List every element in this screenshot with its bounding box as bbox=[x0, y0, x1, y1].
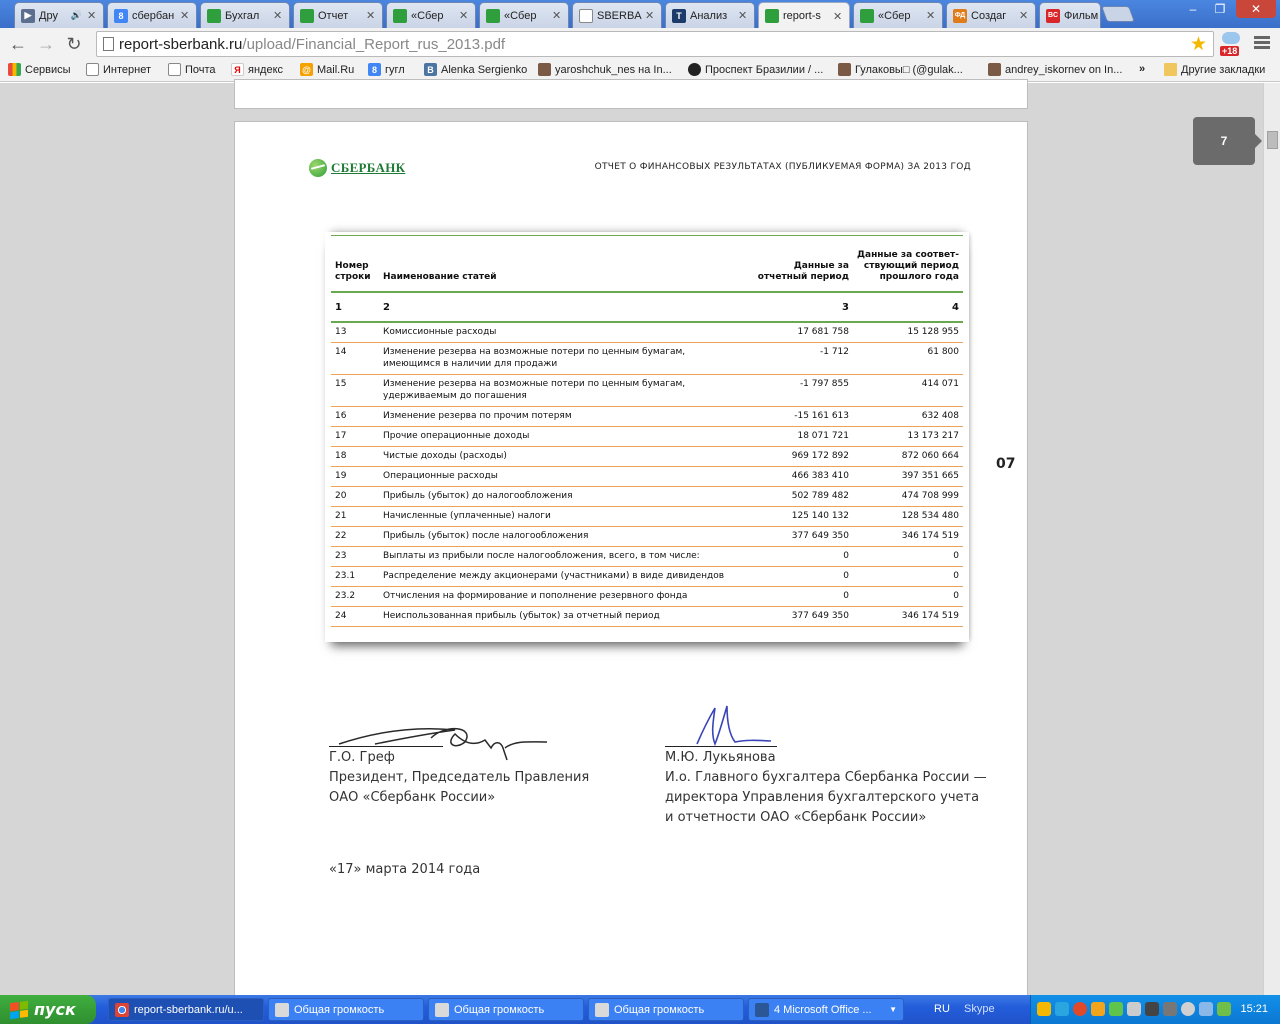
start-button[interactable] bbox=[0, 995, 96, 1024]
windows-taskbar bbox=[0, 995, 1280, 1024]
row-current-value: 17 681 758 bbox=[749, 322, 853, 343]
tab-title: SBERBA bbox=[597, 9, 642, 22]
row-number: 19 bbox=[331, 466, 379, 486]
row-number: 23.1 bbox=[331, 566, 379, 586]
signatory-title: И.о. Главного бухгалтера Сбербанка России — bbox=[665, 770, 987, 785]
table-row bbox=[331, 406, 963, 426]
signatory-title: ОАО «Сбербанк России» bbox=[329, 790, 496, 805]
row-current-value: 0 bbox=[749, 566, 853, 586]
url-host: report-sberbank.ru bbox=[119, 36, 243, 53]
bookmark-brazil[interactable] bbox=[688, 63, 823, 76]
bookmark-label: Проспект Бразилии / ... bbox=[705, 63, 824, 76]
taskbar-item-office[interactable] bbox=[748, 998, 904, 1021]
financial-table-image bbox=[325, 232, 969, 642]
yandex-icon: Я bbox=[231, 63, 244, 76]
google-icon: 8 bbox=[114, 9, 128, 23]
folder-icon bbox=[1164, 63, 1177, 76]
sberbank-icon bbox=[765, 9, 779, 23]
side-page-number: 07 bbox=[996, 456, 1016, 472]
bank-name: СБЕРБАНК bbox=[331, 160, 406, 175]
row-current-value: 502 789 482 bbox=[749, 486, 853, 506]
table-row bbox=[331, 566, 963, 586]
row-current-value: -1 712 bbox=[749, 342, 853, 374]
tab-title: Фильм bbox=[1064, 9, 1099, 22]
column-number: 4 bbox=[853, 292, 963, 322]
row-previous-value: 414 071 bbox=[853, 374, 963, 406]
table-row bbox=[331, 374, 963, 406]
signatory-name: М.Ю. Лукьянова bbox=[665, 750, 776, 765]
row-number: 18 bbox=[331, 446, 379, 466]
header-row-number: Номер строки bbox=[335, 260, 371, 282]
row-previous-value: 128 534 480 bbox=[853, 506, 963, 526]
monitor-icon[interactable] bbox=[1199, 1002, 1213, 1016]
row-previous-value: 13 173 217 bbox=[853, 426, 963, 446]
table-row bbox=[331, 506, 963, 526]
back-icon[interactable]: ← bbox=[9, 34, 27, 54]
scrollbar-thumb[interactable] bbox=[1267, 131, 1278, 149]
device-icon[interactable] bbox=[1163, 1002, 1177, 1016]
table-row bbox=[331, 446, 963, 466]
taskbar-item-volume-1[interactable] bbox=[268, 998, 424, 1021]
bookmark-label: Другие закладки bbox=[1181, 63, 1266, 76]
bookmark-label: Сервисы bbox=[25, 63, 71, 76]
table-row bbox=[331, 606, 963, 626]
row-previous-value: 397 351 665 bbox=[853, 466, 963, 486]
pdf-viewer[interactable] bbox=[0, 83, 1280, 995]
speaker-icon[interactable] bbox=[1145, 1002, 1159, 1016]
table-row bbox=[331, 526, 963, 546]
tab-title: Бухгал bbox=[225, 9, 260, 22]
sberbank-icon bbox=[486, 9, 500, 23]
close-tab-icon[interactable]: ✕ bbox=[87, 10, 97, 22]
bookmark-label: Интернет bbox=[103, 63, 151, 76]
bookmark-yandex[interactable] bbox=[231, 63, 283, 76]
bookmark-iskornev[interactable] bbox=[988, 63, 1122, 76]
close-tab-icon[interactable]: ✕ bbox=[833, 10, 843, 23]
sberbank-icon bbox=[300, 9, 314, 23]
bookmark-yaroshchuk[interactable] bbox=[538, 63, 672, 76]
skype-toolbar[interactable]: Skype bbox=[964, 1003, 995, 1015]
row-current-value: 125 140 132 bbox=[749, 506, 853, 526]
row-item-name: Комиссионные расходы bbox=[379, 322, 749, 343]
task-label: Общая громкость bbox=[614, 1003, 705, 1016]
financial-results-table bbox=[331, 235, 963, 627]
windows-logo-icon bbox=[10, 1000, 28, 1019]
signatory-right bbox=[665, 748, 987, 828]
row-current-value: 969 172 892 bbox=[749, 446, 853, 466]
column-number: 1 bbox=[331, 292, 379, 322]
bookmark-label: яндекс bbox=[248, 63, 284, 76]
row-item-name: Начисленные (уплаченные) налоги bbox=[379, 506, 749, 526]
sberbank-icon bbox=[860, 9, 874, 23]
bookmark-label: andrey_iskornev on In... bbox=[1005, 63, 1123, 76]
header-item-name: Наименование статей bbox=[383, 271, 497, 282]
url-path: /upload/Financial_Report_rus_2013.pdf bbox=[242, 36, 506, 53]
row-current-value: 377 649 350 bbox=[749, 526, 853, 546]
column-number: 3 bbox=[749, 292, 853, 322]
usb-icon[interactable] bbox=[1217, 1002, 1231, 1016]
tab-title: Отчет bbox=[318, 9, 349, 22]
language-indicator[interactable]: RU bbox=[934, 1003, 950, 1015]
bookmark-gulakovy[interactable] bbox=[838, 63, 963, 76]
reload-icon[interactable]: ↻ bbox=[66, 34, 82, 54]
report-date: «17» марта 2014 года bbox=[329, 862, 481, 877]
row-previous-value: 61 800 bbox=[853, 342, 963, 374]
row-item-name: Прибыль (убыток) после налогообложения bbox=[379, 526, 749, 546]
tab-title: Анализ bbox=[690, 9, 728, 22]
eye-icon bbox=[688, 63, 701, 76]
google-icon: 8 bbox=[368, 63, 381, 76]
row-number: 22 bbox=[331, 526, 379, 546]
row-current-value: 18 071 721 bbox=[749, 426, 853, 446]
tab-8[interactable] bbox=[758, 2, 850, 29]
new-tab-button[interactable] bbox=[1101, 6, 1135, 22]
mailru-icon: @ bbox=[300, 63, 313, 76]
tab-title: report-s bbox=[783, 10, 821, 22]
header-previous-period: Данные за соответ- ствующий период прошлого года bbox=[857, 249, 960, 282]
menu-icon[interactable] bbox=[1254, 36, 1270, 51]
row-item-name: Прочие операционные доходы bbox=[379, 426, 749, 446]
audio-playing-icon[interactable]: 🔊 bbox=[70, 10, 82, 20]
row-item-name: Операционные расходы bbox=[379, 466, 749, 486]
chevron-down-icon: ▼ bbox=[889, 1005, 897, 1014]
bookmark-label: Alenka Sergienko bbox=[441, 63, 528, 76]
instagram-icon bbox=[988, 63, 1001, 76]
close-window-icon[interactable]: ✕ bbox=[1236, 0, 1276, 18]
page-icon bbox=[579, 9, 593, 23]
other-bookmarks-folder[interactable] bbox=[1164, 63, 1265, 76]
row-number: 16 bbox=[331, 406, 379, 426]
volume-window-icon bbox=[275, 1003, 289, 1017]
task-label: Общая громкость bbox=[454, 1003, 545, 1016]
browser-toolbar bbox=[0, 28, 1280, 60]
bookmark-mail[interactable] bbox=[168, 63, 216, 76]
row-number: 14 bbox=[331, 342, 379, 374]
bookmark-internet[interactable] bbox=[86, 63, 151, 76]
row-item-name: Изменение резерва по прочим потерям bbox=[379, 406, 749, 426]
bookmark-label: Почта bbox=[185, 63, 216, 76]
display-icon[interactable] bbox=[1127, 1002, 1141, 1016]
taskbar-item-chrome[interactable] bbox=[108, 998, 264, 1021]
column-number-row bbox=[331, 292, 963, 322]
row-number: 15 bbox=[331, 374, 379, 406]
column-number: 2 bbox=[379, 292, 749, 322]
tab-6[interactable] bbox=[572, 2, 662, 28]
bookmark-google[interactable] bbox=[368, 63, 405, 76]
bookmark-services[interactable] bbox=[8, 63, 71, 76]
row-previous-value: 346 174 519 bbox=[853, 606, 963, 626]
table-row bbox=[331, 322, 963, 343]
chrome-icon bbox=[115, 1003, 129, 1017]
vk-icon: B bbox=[424, 63, 437, 76]
tab-1[interactable] bbox=[107, 2, 197, 28]
tab-11[interactable] bbox=[1039, 2, 1101, 28]
table-row bbox=[331, 342, 963, 374]
tab-title: «Сбер bbox=[878, 9, 911, 22]
close-tab-icon[interactable]: ✕ bbox=[552, 10, 562, 22]
row-current-value: 0 bbox=[749, 586, 853, 606]
row-previous-value: 346 174 519 bbox=[853, 526, 963, 546]
bookmark-label: yaroshchuk_nes на In... bbox=[555, 63, 672, 76]
close-tab-icon[interactable]: ✕ bbox=[273, 10, 283, 22]
row-number: 23 bbox=[331, 546, 379, 566]
bookmarks-overflow-button[interactable]: » bbox=[1139, 63, 1146, 75]
table-row bbox=[331, 586, 963, 606]
close-tab-icon[interactable]: ✕ bbox=[180, 10, 190, 22]
row-item-name: Прибыль (убыток) до налогообложения bbox=[379, 486, 749, 506]
volume-window-icon bbox=[595, 1003, 609, 1017]
fd-icon: ФД bbox=[953, 9, 967, 23]
z-icon[interactable] bbox=[1055, 1002, 1069, 1016]
extension-button[interactable] bbox=[1218, 32, 1244, 56]
clock: 15:21 bbox=[1240, 1003, 1268, 1015]
tab-title: Дру bbox=[39, 9, 58, 22]
row-previous-value: 0 bbox=[853, 546, 963, 566]
table-row bbox=[331, 486, 963, 506]
row-item-name: Неиспользованная прибыль (убыток) за отчетный период bbox=[379, 606, 749, 626]
update-icon[interactable] bbox=[1109, 1002, 1123, 1016]
table-row bbox=[331, 466, 963, 486]
tab-10[interactable] bbox=[946, 2, 1036, 28]
row-current-value: 466 383 410 bbox=[749, 466, 853, 486]
close-tab-icon[interactable]: ✕ bbox=[738, 10, 748, 22]
row-item-name: Распределение между акционерами (участниками) в виде дивидендов bbox=[379, 566, 749, 586]
url-text bbox=[119, 36, 505, 53]
signatory-title: и отчетности ОАО «Сбербанк России» bbox=[665, 810, 927, 825]
restore-icon[interactable]: ❐ bbox=[1214, 2, 1226, 16]
table-row bbox=[331, 426, 963, 446]
bookmark-label: Mail.Ru bbox=[317, 63, 355, 76]
minimize-icon[interactable]: – bbox=[1189, 2, 1197, 16]
bookmark-label: гугл bbox=[385, 63, 405, 76]
close-tab-icon[interactable]: ✕ bbox=[366, 10, 376, 22]
tab-7[interactable] bbox=[665, 2, 755, 28]
bookmark-label: Гулаковы□ (@gulak... bbox=[855, 63, 963, 76]
tab-0[interactable] bbox=[14, 2, 104, 28]
row-previous-value: 0 bbox=[853, 586, 963, 606]
close-tab-icon[interactable]: ✕ bbox=[459, 10, 469, 22]
row-current-value: 377 649 350 bbox=[749, 606, 853, 626]
table-header-row bbox=[331, 236, 963, 292]
taskbar-item-volume-2[interactable] bbox=[428, 998, 584, 1021]
close-tab-icon[interactable]: ✕ bbox=[1019, 10, 1029, 22]
address-bar[interactable] bbox=[96, 31, 1214, 57]
tab-title: сбербан bbox=[132, 9, 175, 22]
network-icon[interactable] bbox=[1091, 1002, 1105, 1016]
taskbar-item-volume-3[interactable] bbox=[588, 998, 744, 1021]
signatory-title: Президент, Председатель Правления bbox=[329, 770, 590, 785]
sberbank-icon bbox=[393, 9, 407, 23]
page-icon bbox=[86, 63, 99, 76]
row-item-name: Изменение резерва на возможные потери по ценным бумагам, удерживаемым до погашения bbox=[379, 374, 749, 406]
forward-icon[interactable]: → bbox=[37, 34, 55, 54]
previous-page bbox=[234, 79, 1028, 109]
system-tray bbox=[1030, 995, 1280, 1024]
page-icon bbox=[103, 37, 114, 51]
start-label: пуск bbox=[34, 1000, 76, 1019]
row-item-name: Изменение резерва на возможные потери по ценным бумагам, имеющимся в наличии для продажи bbox=[379, 342, 749, 374]
row-previous-value: 872 060 664 bbox=[853, 446, 963, 466]
table-row bbox=[331, 546, 963, 566]
signatory-title: директора Управления бухгалтерского учета bbox=[665, 790, 980, 805]
task-label: 4 Microsoft Office ... bbox=[774, 1003, 872, 1016]
bookmark-mailru[interactable] bbox=[300, 63, 354, 76]
word-icon bbox=[755, 1003, 769, 1017]
t-icon: T bbox=[672, 9, 686, 23]
row-number: 24 bbox=[331, 606, 379, 626]
apps-grid-icon bbox=[8, 63, 21, 76]
row-number: 23.2 bbox=[331, 586, 379, 606]
tab-9[interactable] bbox=[853, 2, 943, 28]
task-label: Общая громкость bbox=[294, 1003, 385, 1016]
row-item-name: Чистые доходы (расходы) bbox=[379, 446, 749, 466]
sberbank-logo-icon bbox=[309, 159, 327, 177]
close-tab-icon[interactable]: ✕ bbox=[645, 10, 655, 22]
shield-icon[interactable] bbox=[1037, 1002, 1051, 1016]
tab-title: Создаг bbox=[971, 9, 1007, 22]
row-current-value: 0 bbox=[749, 546, 853, 566]
extension-badge: +18 bbox=[1222, 46, 1238, 56]
signature-line bbox=[329, 746, 443, 747]
record-icon[interactable] bbox=[1073, 1002, 1087, 1016]
tab-4[interactable] bbox=[386, 2, 476, 28]
tab-5[interactable] bbox=[479, 2, 569, 28]
task-label: report-sberbank.ru/u... bbox=[134, 1003, 243, 1016]
close-tab-icon[interactable]: ✕ bbox=[926, 10, 936, 22]
signature-lukyanova bbox=[675, 700, 795, 750]
vertical-scrollbar[interactable] bbox=[1263, 83, 1280, 995]
instagram-icon bbox=[838, 63, 851, 76]
row-number: 20 bbox=[331, 486, 379, 506]
bookmark-star-icon[interactable]: ★ bbox=[1189, 34, 1207, 55]
pdf-page bbox=[234, 121, 1028, 1021]
signatory-left bbox=[329, 748, 589, 808]
bc-icon: BC bbox=[1046, 9, 1060, 23]
tab-3[interactable] bbox=[293, 2, 383, 28]
row-item-name: Отчисления на формирование и пополнение резервного фонда bbox=[379, 586, 749, 606]
signatory-name: Г.О. Греф bbox=[329, 750, 395, 765]
play-icon: ▶ bbox=[21, 9, 35, 23]
row-current-value: -1 797 855 bbox=[749, 374, 853, 406]
sberbank-icon bbox=[207, 9, 221, 23]
tab-title: «Сбер bbox=[504, 9, 537, 22]
tab-strip bbox=[0, 0, 1280, 28]
row-current-value: -15 161 613 bbox=[749, 406, 853, 426]
cloud-icon bbox=[1222, 32, 1240, 44]
signature-line bbox=[665, 746, 777, 747]
volume-window-icon bbox=[435, 1003, 449, 1017]
row-previous-value: 632 408 bbox=[853, 406, 963, 426]
header-current-period: Данные за отчетный период bbox=[757, 260, 849, 282]
tab-2[interactable] bbox=[200, 2, 290, 28]
row-number: 17 bbox=[331, 426, 379, 446]
row-previous-value: 0 bbox=[853, 566, 963, 586]
settings-icon[interactable] bbox=[1181, 1002, 1195, 1016]
row-item-name: Выплаты из прибыли после налогообложения, всего, в том числе: bbox=[379, 546, 749, 566]
row-number: 21 bbox=[331, 506, 379, 526]
report-title: ОТЧЕТ О ФИНАНСОВЫХ РЕЗУЛЬТАТАХ (ПУБЛИКУЕМАЯ ФОРМА) ЗА 2013 ГОД bbox=[594, 162, 971, 172]
row-previous-value: 15 128 955 bbox=[853, 322, 963, 343]
current-page-indicator: 7 bbox=[1193, 117, 1255, 165]
sberbank-logo bbox=[309, 159, 405, 177]
bookmark-alenka[interactable] bbox=[424, 63, 527, 76]
row-number: 13 bbox=[331, 322, 379, 343]
tab-title: «Сбер bbox=[411, 9, 444, 22]
page-icon bbox=[168, 63, 181, 76]
row-previous-value: 474 708 999 bbox=[853, 486, 963, 506]
instagram-icon bbox=[538, 63, 551, 76]
